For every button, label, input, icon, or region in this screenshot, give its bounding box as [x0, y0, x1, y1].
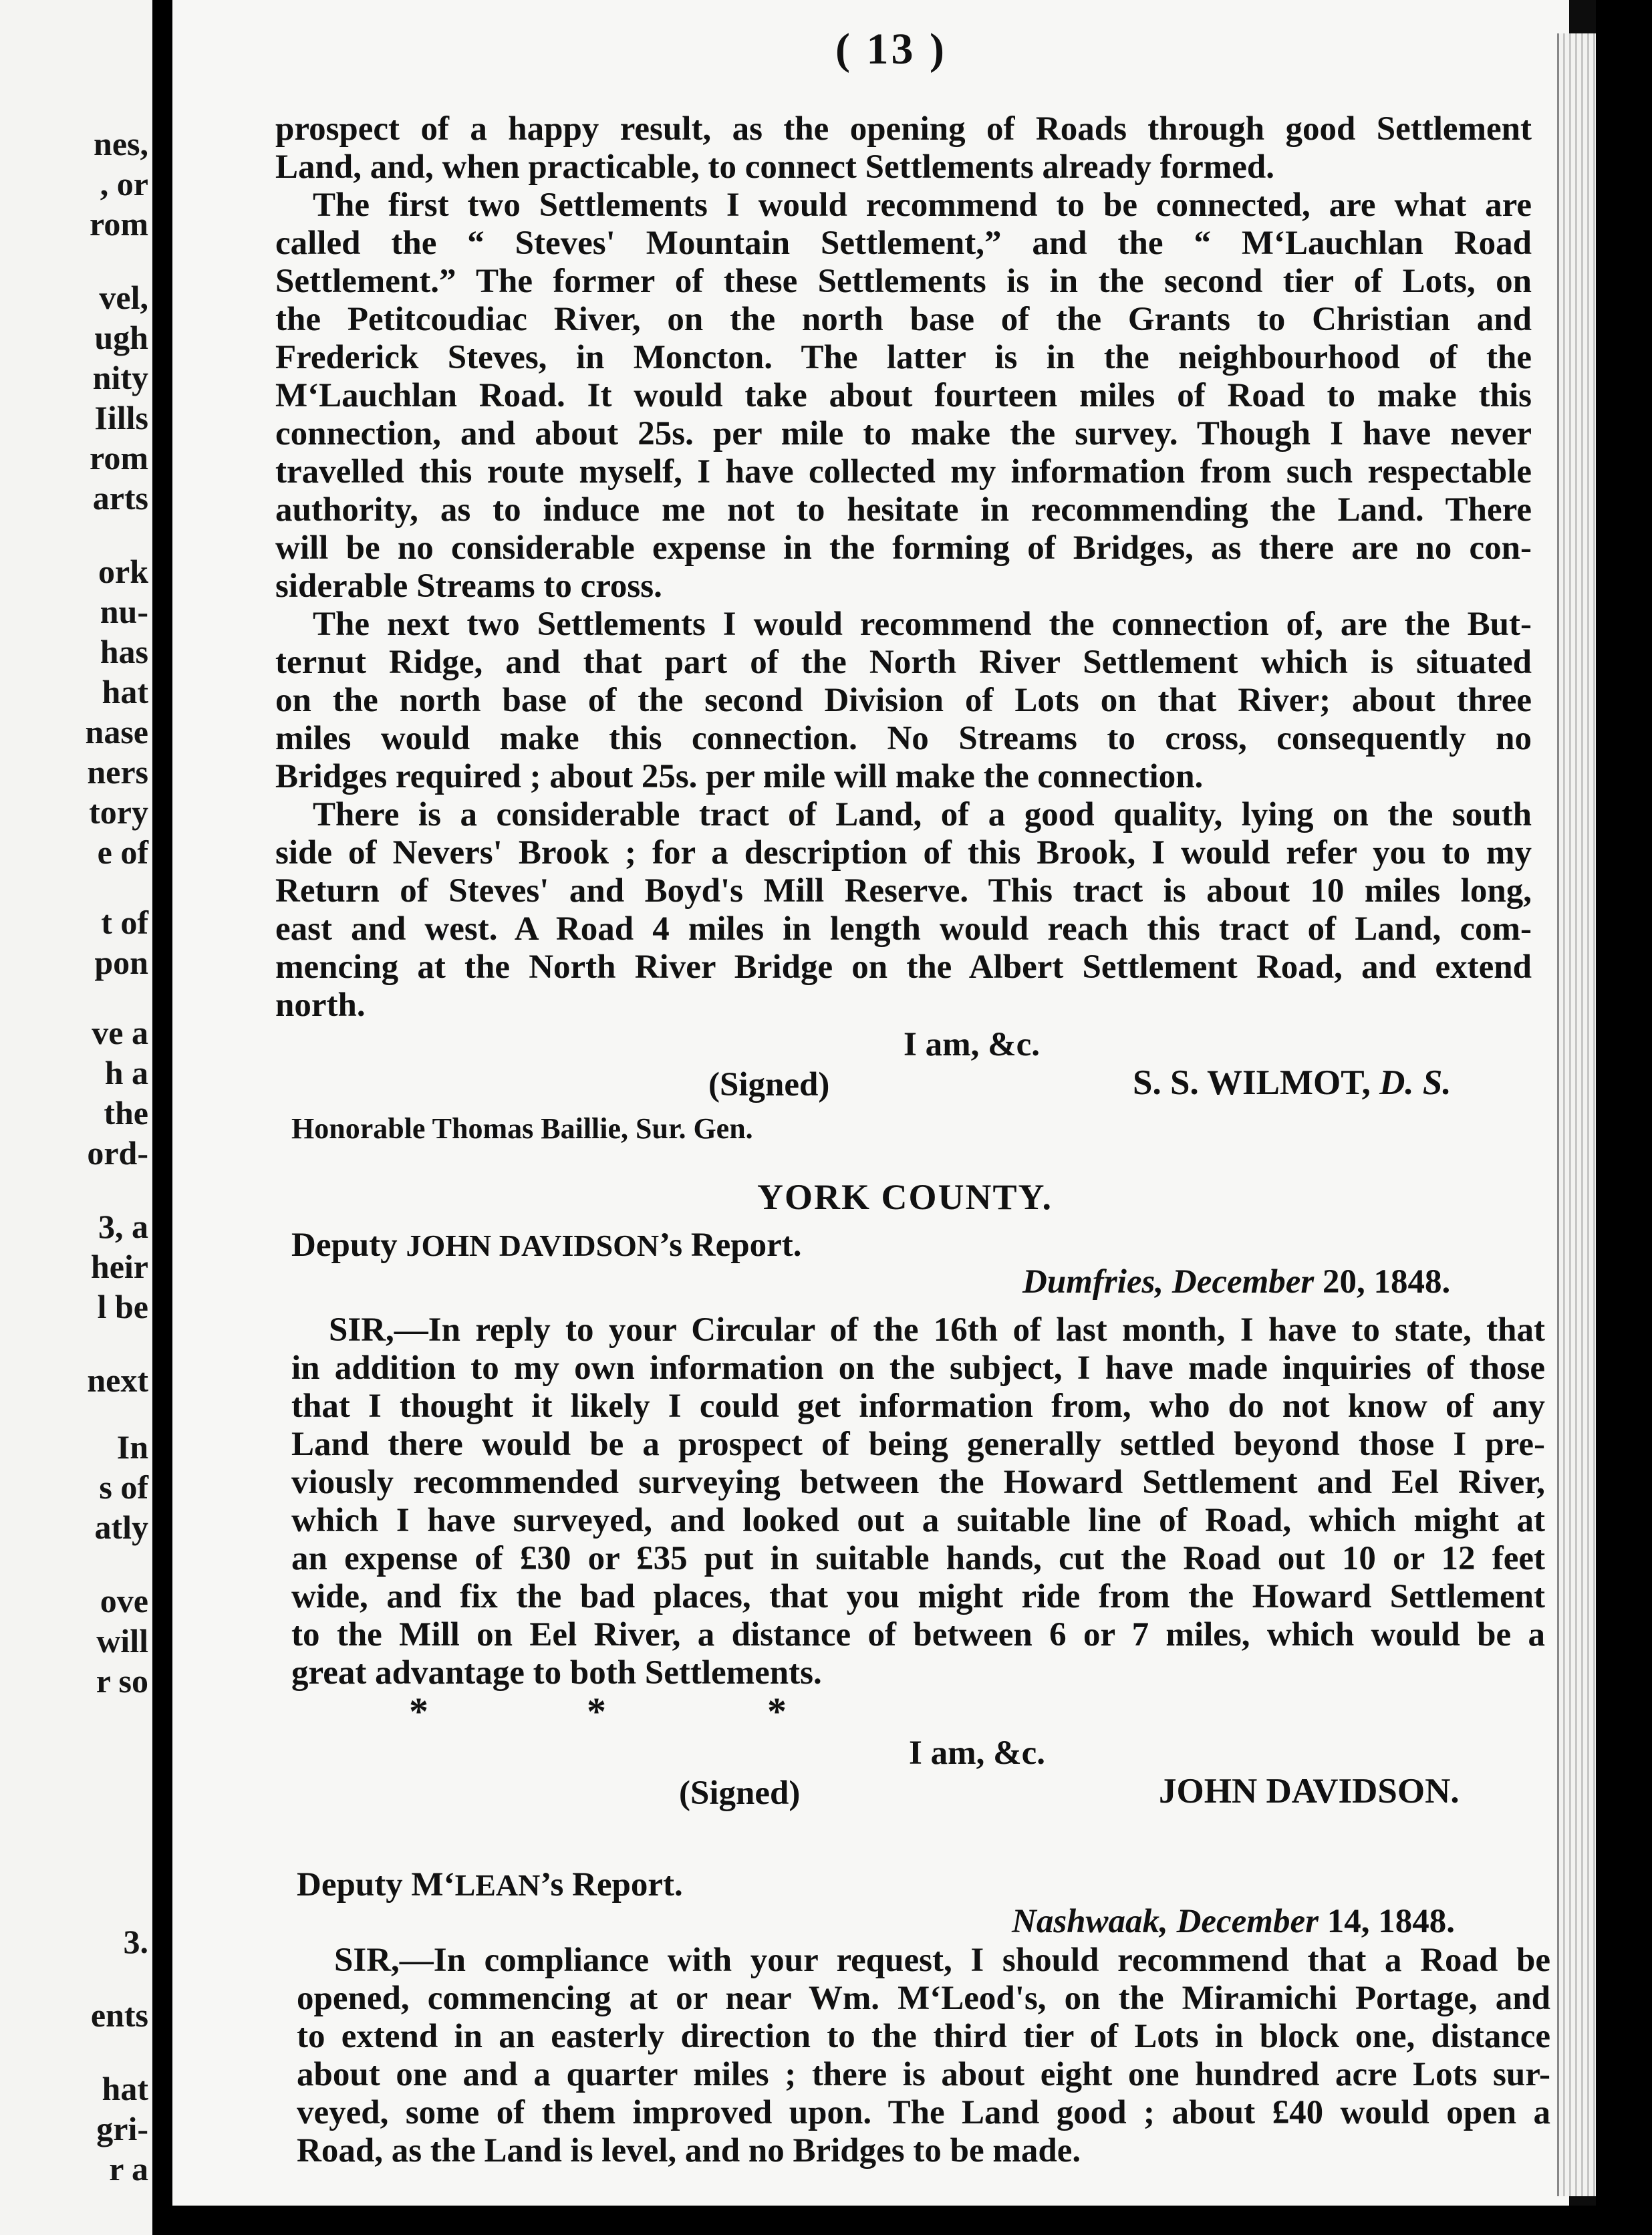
left-page-fragment: the — [104, 1094, 148, 1132]
text-line: in addition to my own information on the subject, I have made inquiries of those — [291, 1349, 1545, 1387]
davidson-signed: (Signed) — [679, 1774, 801, 1812]
text-line: viously recommended surveying between the Howard Settlement and Eel River, — [291, 1464, 1545, 1501]
left-page-fragment: In — [116, 1428, 148, 1466]
text-line: east and west. A Road 4 miles in length would reach this tract of Land, com- — [275, 910, 1532, 948]
text-line: authority, as to induce me not to hesitate in recommending the Land. There — [275, 491, 1532, 529]
text-line: side of Nevers' Brook ; for a description of this Brook, I would refer you to my — [275, 834, 1532, 872]
left-page-fragment: rom — [90, 205, 148, 243]
davidson-signature: JOHN DAVIDSON. — [1159, 1772, 1460, 1811]
left-page-fragment: rom — [90, 439, 148, 477]
left-page-fragment: has — [100, 633, 148, 670]
left-page-fragment: arts — [92, 479, 148, 517]
text-line: prospect of a happy result, as the opening of Roads through good Settlement — [275, 110, 1532, 148]
left-page-fragment: ve a — [92, 1014, 148, 1051]
wilmot-report-body — [275, 110, 1532, 1025]
left-page-margin — [0, 0, 152, 2235]
paragraph — [291, 1311, 1545, 1692]
mclean-title-suffix: ’s Report. — [540, 1866, 683, 1903]
davidson-report-body — [291, 1311, 1545, 1692]
text-line: connection, and about 25s. per mile to make the survey. Though I have never — [275, 415, 1532, 452]
text-line: about one and a quarter miles ; there is about eight one hundred acre Lots sur- — [297, 2056, 1550, 2093]
left-page-fragment: h a — [104, 1054, 148, 1091]
left-page-fragment: t of — [101, 904, 148, 941]
left-page-fragment: pon — [94, 944, 148, 981]
text-line: to the Mill on Eel River, a distance of between 6 or 7 miles, which would be a — [291, 1616, 1545, 1654]
paragraph — [275, 606, 1532, 796]
paragraph — [275, 110, 1532, 186]
text-line: Settlement.” The former of these Settlements is in the second tier of Lots, on — [275, 263, 1532, 300]
left-page-fragment: atly — [94, 1508, 148, 1546]
davidson-place: Dumfries, — [1022, 1263, 1164, 1301]
text-line: wide, and fix the bad places, that you might ride from the Howard Settlement — [291, 1578, 1545, 1615]
text-line: an expense of £30 or £35 put in suitable hands, cut the Road out 10 or 12 feet — [291, 1540, 1545, 1577]
left-page-fragment: 3. — [123, 1923, 148, 1960]
text-line: M‘Lauchlan Road. It would take about fourteen miles of Road to make this — [275, 377, 1532, 414]
page-edge — [1557, 33, 1598, 2196]
mclean-place: Nashwaak, — [1012, 1903, 1168, 1940]
text-line: will be no considerable expense in the forming of Bridges, as there are no con- — [275, 529, 1532, 567]
asterisk-2: * — [587, 1690, 606, 1733]
left-page-fragment: hat — [102, 673, 148, 710]
text-line: which I have surveyed, and looked out a suitable line of Road, which might at — [291, 1502, 1545, 1539]
left-page-fragment: ove — [100, 1582, 148, 1619]
left-page-fragment: vel, — [99, 279, 148, 316]
mclean-dateline — [1012, 1903, 1455, 1941]
left-page-fragment: e of — [97, 833, 148, 871]
text-line: SIR,—In reply to your Circular of the 16th of last month, I have to state, that — [329, 1311, 1545, 1349]
wilmot-addressee: Honorable Thomas Baillie, Sur. Gen. — [291, 1112, 753, 1145]
text-line: to extend in an easterly direction to the third tier of Lots in block one, distance — [297, 2018, 1550, 2055]
left-page-fragment: tory — [89, 793, 148, 831]
left-page-fragment: nes, — [94, 125, 148, 162]
left-page-fragment: nu- — [100, 593, 148, 630]
text-line: miles would make this connection. No Streams to cross, consequently no — [275, 720, 1532, 757]
wilmot-signed: (Signed) — [708, 1066, 830, 1103]
text-line: travelled this route myself, I have collected my information from such respectable — [275, 453, 1532, 491]
left-page-fragment: ugh — [94, 319, 148, 356]
text-line: on the north base of the second Division of Lots on that River; about three — [275, 682, 1532, 719]
davidson-month: December — [1172, 1263, 1315, 1301]
wilmot-signature-name: S. S. WILMOT, — [1133, 1063, 1371, 1102]
text-line: There is a considerable tract of Land, of a good quality, lying on the south — [313, 796, 1532, 833]
text-line: ternut Ridge, and that part of the North River Settlement which is situated — [275, 644, 1532, 681]
mclean-month: December — [1176, 1903, 1319, 1940]
left-page-fragment: gri- — [96, 2110, 148, 2147]
scan-border-bottom — [152, 2206, 1652, 2235]
left-page-fragment: Iills — [94, 399, 148, 436]
left-page-fragment: nity — [92, 359, 148, 396]
text-line: called the “ Steves' Mountain Settlement,” and the “ M‘Lauchlan Road — [275, 225, 1532, 262]
mclean-title-name: LEAN — [454, 1868, 541, 1902]
left-page-fragment: r so — [96, 1662, 148, 1700]
text-line: siderable Streams to cross. — [275, 567, 662, 605]
mclean-report-body — [297, 1942, 1550, 2170]
text-line: Return of Steves' and Boyd's Mill Reserve. This tract is about 10 miles long, — [275, 872, 1532, 910]
paragraph — [275, 796, 1532, 1025]
text-line: north. — [275, 987, 366, 1024]
mclean-report-title — [297, 1866, 683, 1904]
left-page-fragment: ord- — [87, 1134, 148, 1172]
text-line: opened, commencing at or near Wm. M‘Leod's, on the Miramichi Portage, and — [297, 1980, 1550, 2017]
wilmot-signature — [1133, 1064, 1452, 1102]
left-page-fragment: nase — [85, 713, 148, 751]
davidson-closing: I am, &c. — [909, 1734, 1045, 1772]
left-page-fragment: 3, a — [98, 1208, 148, 1245]
text-line: SIR,—In compliance with your request, I should recommend that a Road be — [334, 1942, 1550, 1979]
mclean-title-prefix: Deputy M‘ — [297, 1866, 455, 1903]
wilmot-signature-title: D. S. — [1379, 1063, 1452, 1102]
paragraph — [297, 1942, 1550, 2170]
text-line: The next two Settlements I would recommend the connection of, are the But- — [313, 606, 1532, 643]
page-gutter — [152, 0, 172, 2235]
text-line: Bridges required ; about 25s. per mile will make the connection. — [275, 758, 1204, 795]
text-line: veyed, some of them improved upon. The Land good ; about £40 would open a — [297, 2094, 1550, 2131]
asterisk-3: * — [767, 1690, 787, 1733]
text-line: mencing at the North River Bridge on the Albert Settlement Road, and extend — [275, 948, 1532, 986]
left-page-fragment: heir — [90, 1248, 148, 1285]
davidson-title-suffix: ’s Report. — [659, 1226, 802, 1264]
left-page-fragment: ners — [87, 753, 148, 791]
left-page-fragment: r a — [109, 2150, 148, 2188]
text-line: Road, as the Land is level, and no Bridges to be made. — [297, 2132, 1081, 2170]
davidson-date: 20, 1848. — [1323, 1263, 1451, 1301]
text-line: great advantage to both Settlements. — [291, 1654, 822, 1692]
mclean-date: 14, 1848. — [1327, 1903, 1455, 1940]
text-line: that I thought it likely I could get information from, who do not know of any — [291, 1388, 1545, 1425]
page-number: ( 13 ) — [835, 25, 947, 74]
davidson-title-prefix: Deputy — [291, 1226, 406, 1264]
left-page-fragment: , or — [100, 165, 148, 203]
county-heading: YORK COUNTY. — [757, 1177, 1053, 1217]
asterisk-1: * — [409, 1690, 428, 1733]
text-line: Land there would be a prospect of being generally settled beyond those I pre- — [291, 1426, 1545, 1463]
left-page-fragment: ork — [98, 553, 148, 590]
left-page-fragment: will — [96, 1622, 148, 1660]
scan-border-right — [1596, 0, 1652, 2235]
text-line: the Petitcoudiac River, on the north base of the Grants to Christian and — [275, 301, 1532, 338]
left-page-fragment: ents — [90, 1996, 148, 2034]
left-page-fragment: hat — [102, 2070, 148, 2107]
text-line: Frederick Steves, in Moncton. The latter is in the neighbourhood of the — [275, 339, 1532, 376]
left-page-fragment: next — [87, 1361, 148, 1399]
text-line: Land, and, when practicable, to connect Settlements already formed. — [275, 148, 1274, 186]
davidson-report-title — [291, 1226, 802, 1265]
davidson-title-name: JOHN DAVIDSON — [406, 1228, 660, 1263]
paragraph — [275, 186, 1532, 606]
wilmot-closing: I am, &c. — [904, 1026, 1040, 1063]
davidson-dateline — [1022, 1263, 1450, 1301]
left-page-fragment: l be — [97, 1288, 148, 1325]
left-page-fragment: s of — [99, 1468, 148, 1506]
text-line: The first two Settlements I would recommend to be connected, are what are — [313, 186, 1532, 224]
